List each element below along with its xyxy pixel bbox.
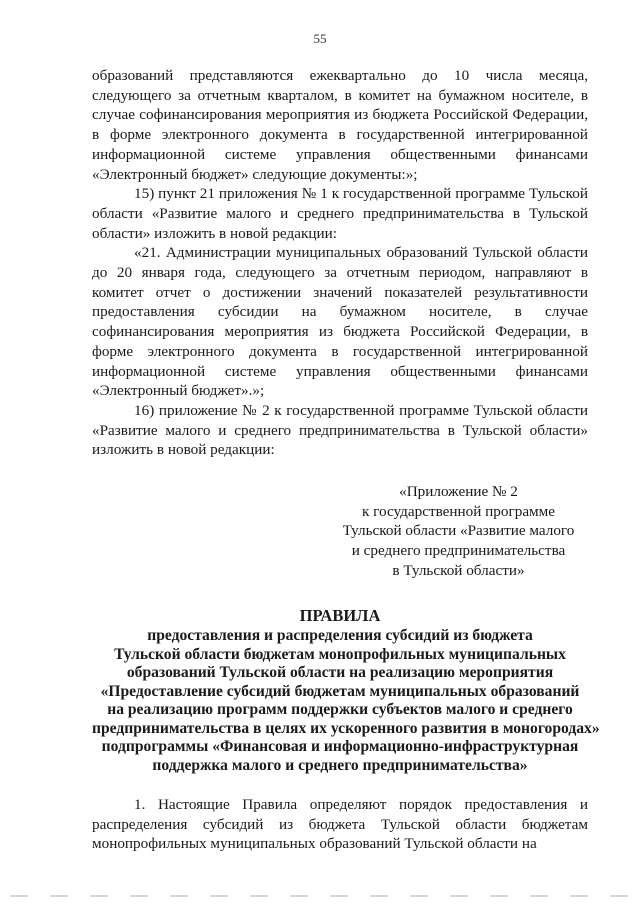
rules-subtitle-line: на реализацию программ поддержки субъектов малого и среднего bbox=[107, 701, 573, 719]
document-body bbox=[92, 66, 600, 854]
page-number: 55 bbox=[313, 31, 327, 46]
rule-paragraph-1: 1. Настоящие Правила определяют порядок предоставления и распределения субсидий из бюджета Тульской области бюджетам монопрофильных муниципальных образований Тульской области на bbox=[92, 796, 588, 853]
appendix-header bbox=[329, 482, 588, 581]
appendix-line: в Тульской области» bbox=[392, 561, 525, 579]
rules-subtitle-line: предпринимательства в целях их ускоренного развития в моногородах» bbox=[92, 719, 600, 737]
rules-subtitle-line: подпрограммы «Финансовая и информационно-инфраструктурная bbox=[101, 738, 579, 756]
rules-subtitle-line: образований Тульской области на реализацию мероприятия bbox=[126, 664, 554, 682]
scan-artifact-line bbox=[10, 895, 630, 897]
rules-subtitle-line: Тульской области бюджетам монопрофильных муниципальных bbox=[114, 645, 566, 663]
appendix-line: к государственной программе bbox=[361, 502, 556, 520]
rules-title bbox=[92, 605, 600, 776]
paragraph-4: 16) приложение № 2 к государственной программе Тульской области «Развитие малого и среднего предпринимательства в Тульской области» изложить в новой редакции: bbox=[92, 401, 588, 459]
paragraph-3: «21. Администрации муниципальных образований Тульской области до 20 января года, следующего за отчетным периодом, направляют в комитет отчет о достижении значений показателей результативности предоставления субсидии на бумажном носителе, в случае софинансирования мероприятия из бюджета Российской Федерации, в форме электронного документа в государственной интегрированной информационной системе управления общественными финансами «Электронный бюджет».»; bbox=[92, 244, 588, 400]
appendix-line: Тульской области «Развитие малого bbox=[342, 522, 575, 540]
appendix-line: «Приложение № 2 bbox=[399, 483, 518, 501]
rules-heading: ПРАВИЛА bbox=[299, 605, 381, 625]
rules-subtitle-line: «Предоставление субсидий бюджетам муниципальных образований bbox=[100, 682, 580, 700]
paragraph-1: образований представляются ежеквартально до 10 числа месяца, следующего за отчетным кварталом, в комитет на бумажном носителе, в случае софинансирования мероприятия из бюджета Российской Федерации, в форме электронного документа в государственной интегрированной информационной системе управления общественными финансами «Электронный бюджет» следующие документы:»; bbox=[92, 67, 588, 183]
rules-subtitle-line: поддержка малого и среднего предпринимательства» bbox=[152, 756, 528, 774]
rules-subtitle-line: предоставления и распределения субсидий из бюджета bbox=[147, 627, 533, 645]
appendix-line: и среднего предпринимательства bbox=[351, 542, 566, 560]
paragraph-2: 15) пункт 21 приложения № 1 к государственной программе Тульской области «Развитие малого и среднего предпринимательства в Тульской области» изложить в новой редакции: bbox=[92, 185, 588, 242]
